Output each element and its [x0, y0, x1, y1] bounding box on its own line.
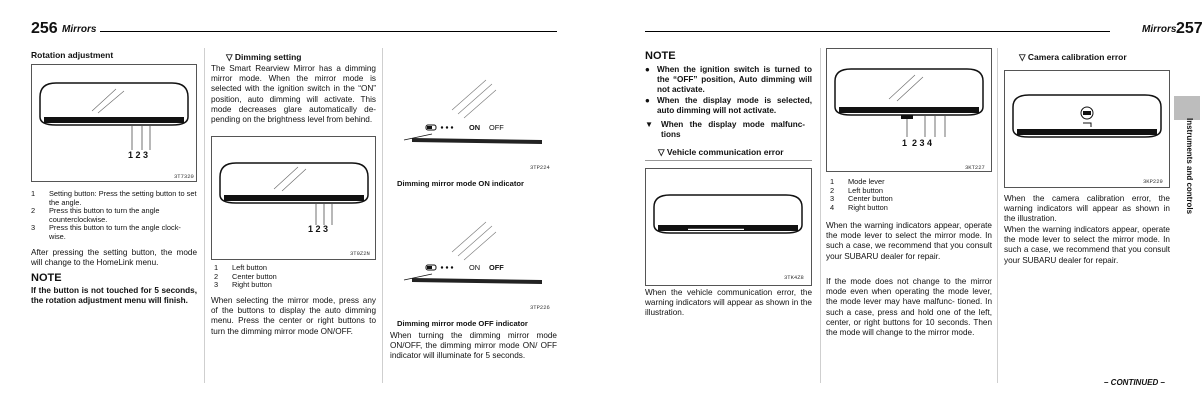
figure-rotation-mirror [31, 64, 197, 182]
list-item: 4 Right button [830, 202, 888, 212]
indicator-off-label: OFF [489, 263, 504, 272]
indicator-off-label: OFF [489, 123, 504, 132]
figure-mode-lever [826, 48, 992, 172]
note-text: If the button is not touched for 5 seconds, the rotation adjustment menu will finish. [31, 286, 197, 306]
column-divider [997, 48, 998, 383]
figure-code: 3KT227 [965, 164, 985, 171]
heading-rotation-adjustment: Rotation adjustment [31, 50, 114, 60]
column-divider [820, 48, 821, 383]
list-item: 3 Center button [830, 194, 893, 204]
note-heading: NOTE [31, 272, 62, 284]
list-item: ● When the ignition switch is turned to the “OFF” position, Auto dimming will not activate. [645, 65, 812, 95]
list-item: 2 Center button [214, 271, 277, 281]
figure-callouts: 1 2 3 [128, 150, 149, 160]
figure-code: 3T0Z2N [350, 250, 370, 257]
list-item: 1 Setting button: Press the setting button to set the angle. [31, 189, 197, 207]
mirror-illustration [1005, 71, 1169, 187]
figure-dimming-buttons [211, 136, 376, 260]
list-item: 1 Left button [214, 263, 267, 272]
body-text: When the vehicle communication error, the warning indicators will appear as shown in the illustration. [645, 288, 812, 318]
body-text: When the warning indicators appear, operate the mode lever to select the mirror mode. In such a case, we recommend that you consult your SUBARU dealer for repair. [826, 221, 992, 261]
figure-code: 3KP229 [1143, 178, 1163, 185]
figure-caption: Dimming mirror mode ON indicator [397, 179, 524, 188]
body-text: The Smart Rearview Mirror has a dimming mirror mode. When the mirror mode is selected with the ignition switch in the “ON” position, auto dimming will activate. This mode decreases glare automatically de- pending on the brightness level from behind. [211, 64, 376, 125]
header-rule-left [100, 31, 557, 32]
heading-dimming-setting: ▽ Dimming setting [226, 52, 302, 62]
body-text: If the mode does not change to the mirror mode even when operating the mode lever, the mode lever may have malfunc- tioned. In such a case, press and hold one of the left, center, or right buttons for 10 seconds. Then the mode will change to the mirror mode. [826, 277, 992, 338]
list-item: 3 Right button [214, 280, 272, 290]
numbered-list [830, 178, 990, 212]
body-text: After pressing the setting button, the mode will change to the HomeLink menu. [31, 248, 197, 268]
numbered-list [214, 264, 374, 290]
note-heading: NOTE [645, 50, 676, 62]
malfunction-heading: ▼ When the display mode malfunc- tions [645, 120, 805, 140]
note-bullets [645, 65, 812, 116]
svg-text:▬▬▬▬▬▬▬▬▬▬▬▬▬▬: ▬▬▬▬▬▬▬▬▬▬▬▬▬▬ [688, 226, 744, 231]
figure-comm-error-mirror [645, 168, 812, 286]
body-text: When turning the dimming mirror mode ON/OFF, the dimming mirror mode ON/ OFF indicator will illuminate for 5 seconds. [390, 331, 557, 361]
list-item: 2 Press this button to turn the angle counterclockwise. [31, 206, 160, 224]
heading-vehicle-comm-error: ▽ Vehicle communication error [658, 147, 784, 157]
section-rule [645, 160, 812, 161]
heading-camera-calibration-error: ▽ Camera calibration error [1019, 52, 1127, 62]
figure-code: 3TK4Z8 [784, 274, 804, 281]
chapter-tab-label: Instruments and controls [1185, 118, 1194, 215]
page-number-left: 256 [31, 20, 58, 37]
mirror-illustration [646, 169, 811, 285]
figure-calibration-mirror [1004, 70, 1170, 188]
indicator-on-label: ON [469, 263, 481, 272]
figure-code: 3TP224 [530, 164, 550, 171]
header-rule-right [645, 31, 1110, 32]
list-item: 2 Left button [830, 185, 883, 195]
list-item: 1 Mode lever [830, 177, 885, 186]
mirror-illustration [827, 49, 991, 171]
body-text: When selecting the mirror mode, press any of the buttons to display the auto dimming menu. Press the center or right buttons to turn the dimming mirror mode ON/OFF. [211, 296, 376, 336]
list-item: 3 Press this button to turn the angle clock- wise. [31, 223, 181, 241]
figure-code: 3TP226 [530, 304, 550, 311]
column-divider [382, 48, 383, 383]
figure-callouts: 1 2 3 [308, 224, 329, 234]
figure-caption: Dimming mirror mode OFF indicator [397, 319, 528, 328]
body-text: When the warning indicators appear, operate the mode lever to select the mirror mode. In such a case, we recommend that you consult your SUBARU dealer for repair. [1004, 225, 1170, 265]
mirror-illustration [32, 65, 196, 181]
numbered-list [31, 190, 197, 242]
section-title-right: Mirrors [1142, 24, 1177, 35]
mirror-illustration [212, 137, 375, 259]
section-title-left: Mirrors [62, 24, 97, 35]
figure-callouts: 1 2 3 4 [902, 138, 933, 148]
figure-code: 3T7320 [174, 173, 194, 180]
indicator-illustration [392, 212, 552, 312]
list-item: ● When the display mode is selected, auto dimming will not activate. [645, 95, 812, 115]
continued-label: – CONTINUED – [1104, 378, 1165, 387]
column-divider [204, 48, 205, 383]
chapter-tab [1174, 96, 1200, 120]
indicator-on-label: ON [469, 123, 481, 132]
page-number-right: 257 [1176, 20, 1203, 37]
body-text: When the camera calibration error, the warning indicators will appear as shown in the illustration. [1004, 194, 1170, 224]
figure-indicator-off [392, 212, 552, 312]
